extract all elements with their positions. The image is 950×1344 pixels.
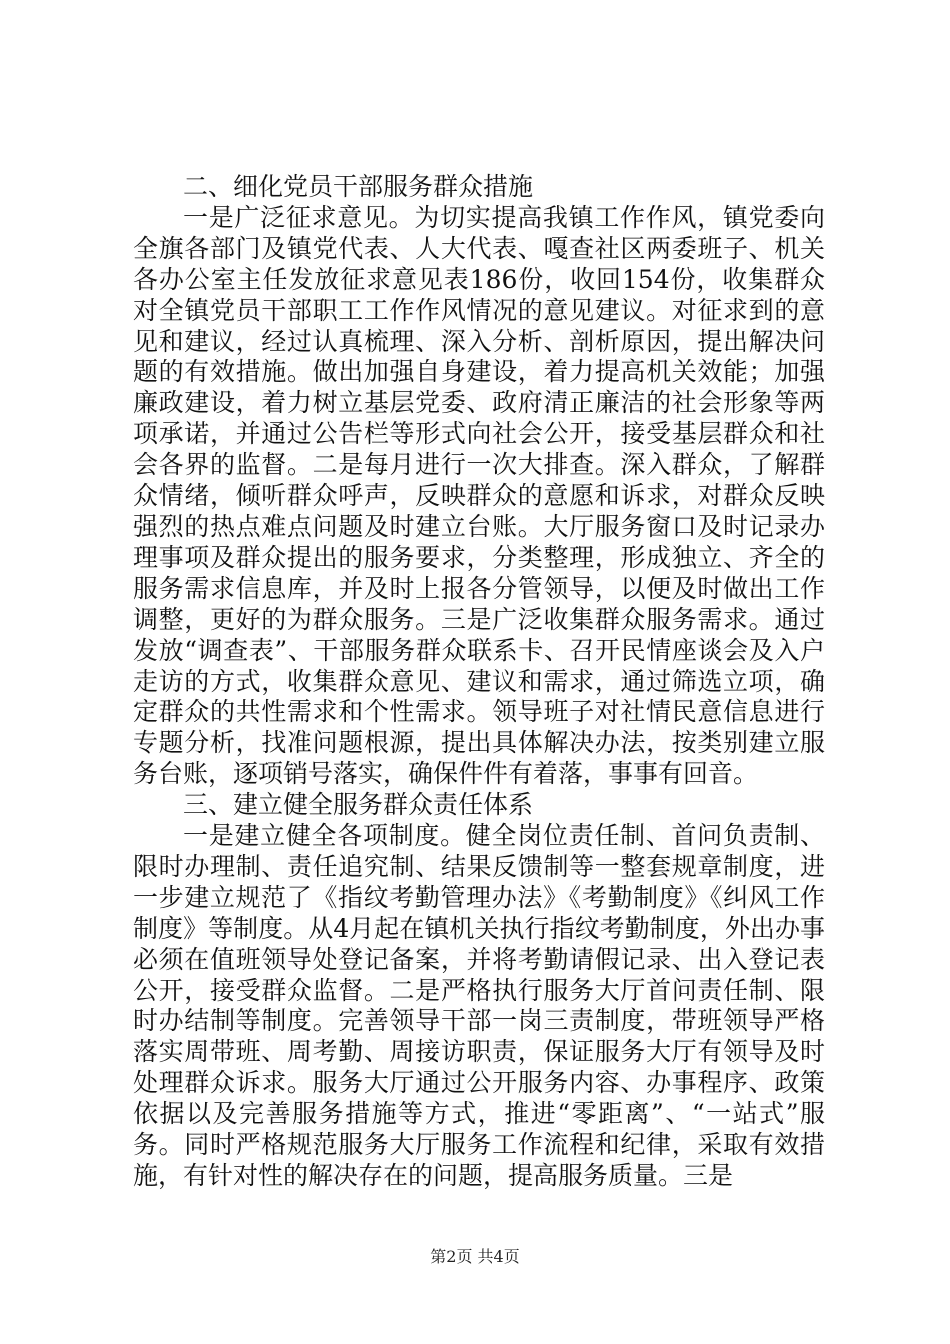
document-body [133, 172, 825, 1192]
body-paragraph: 一是广泛征求意见。为切实提高我镇工作作风，镇党委向全旗各部门及镇党代表、人大代表、嘎查社区两委班子、机关各办公室主任发放征求意见表186份，收回154份，收集群众对全镇党员干部职工工作作风情况的意见建议。对征求到的意见和建议，经过认真梳理、深入分析、剖析原因，提出解决问题的有效措施。做出加强自身建设，着力提高机关效能；加强廉政建设，着力树立基层党委、政府清正廉洁的社会形象等两项承诺，并通过公告栏等形式向社会公开，接受基层群众和社会各界的监督。二是每月进行一次大排查。深入群众，了解群众情绪，倾听群众呼声，反映群众的意愿和诉求，对群众反映强烈的热点难点问题及时建立台账。大厅服务窗口及时记录办理事项及群众提出的服务要求，分类整理，形成独立、齐全的服务需求信息库，并及时上报各分管领导，以便及时做出工作调整，更好的为群众服务。三是广泛收集群众服务需求。通过发放“调查表”、干部服务群众联系卡、召开民情座谈会及入户走访的方式，收集群众意见、建议和需求，通过筛选立项，确定群众的共性需求和个性需求。领导班子对社情民意信息进行专题分析，找准问题根源，提出具体解决办法，按类别建立服务台账，逐项销号落实，确保件件有着落，事事有回音。 [133, 202, 825, 789]
section-heading-2: 二、细化党员干部服务群众措施 [183, 172, 534, 201]
body-paragraph: 一是建立健全各项制度。健全岗位责任制、首问负责制、限时办理制、责任追究制、结果反馈制等一整套规章制度，进一步建立规范了《指纹考勤管理办法》《考勤制度》《纠风工作制度》等制度。从4月起在镇机关执行指纹考勤制度，外出办事必须在值班领导处登记备案，并将考勤请假记录、出入登记表公开，接受群众监督。二是严格执行服务大厅首问责任制、限时办结制等制度。完善领导干部一岗三责制度，带班领导严格落实周带班、周考勤、周接访职责，保证服务大厅有领导及时处理群众诉求。服务大厅通过公开服务内容、办事程序、政策依据以及完善服务措施等方式，推进“零距离”、“一站式”服务。同时严格规范服务大厅服务工作流程和纪律，采取有效措施，有针对性的解决存在的问题，提高服务质量。三是 [133, 821, 825, 1190]
section-heading-3: 三、建立健全服务群众责任体系 [183, 790, 534, 820]
page-footer: 第2页 共4页 [430, 1247, 520, 1266]
